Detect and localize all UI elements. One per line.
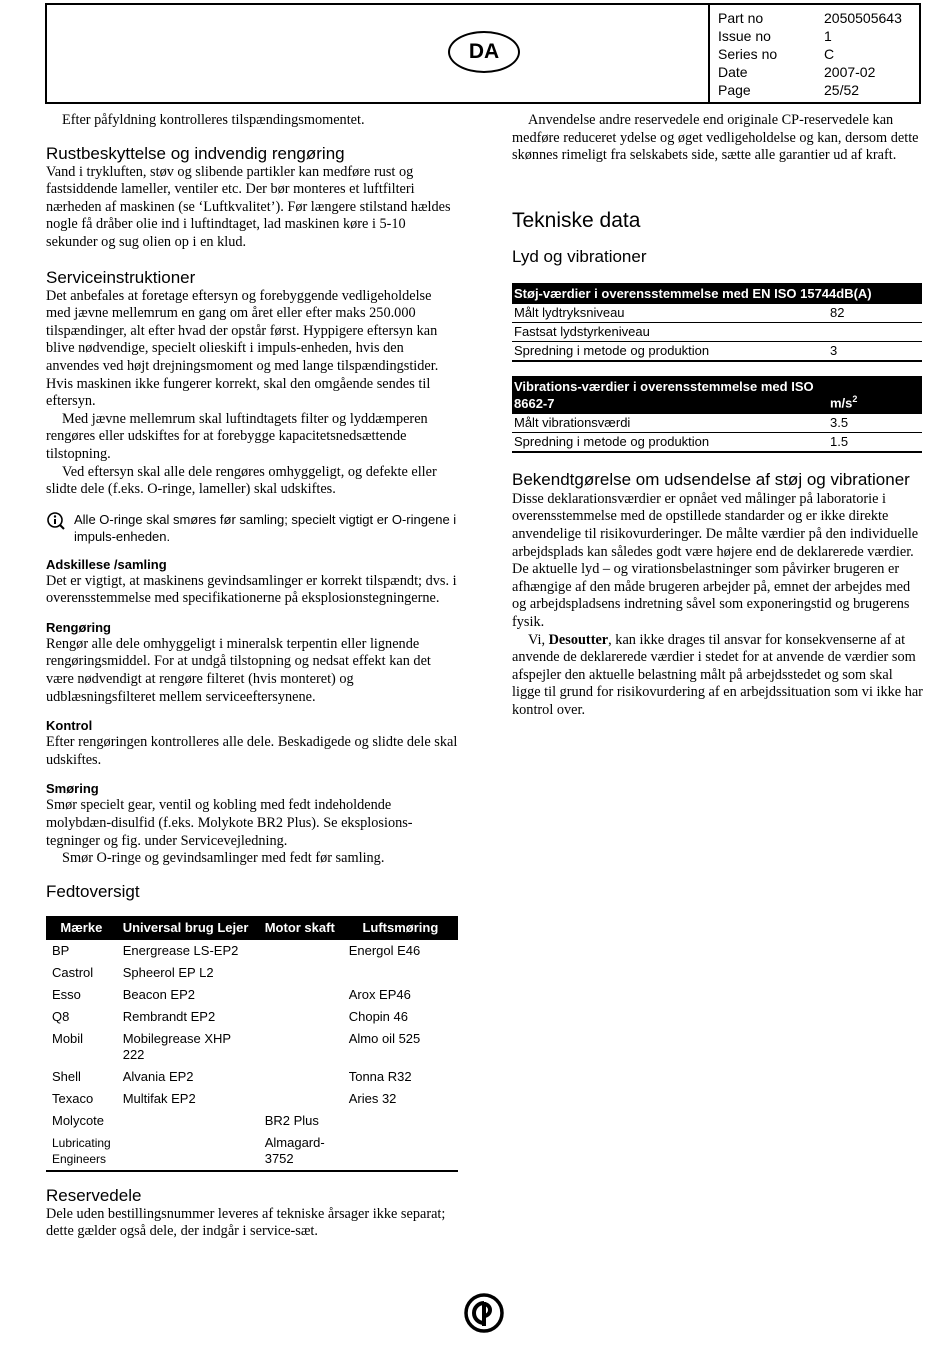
- meta-label: Date: [718, 64, 748, 80]
- language-badge: DA: [448, 31, 520, 73]
- table-cell: Almo oil 525: [348, 1030, 421, 1046]
- table-cell: BR2 Plus: [264, 1112, 319, 1128]
- table-row: [46, 1006, 458, 1028]
- table-cell: Spheerol EP L2: [122, 964, 214, 980]
- lubrication-paragraph-2: Smør O-ringe og gevindsamlinger med fedt før samling.: [62, 850, 385, 867]
- table-cell: [343, 962, 458, 984]
- table-row: [512, 322, 922, 341]
- meta-value: 2050505643: [824, 10, 902, 26]
- column-header: Mærke: [46, 916, 117, 940]
- meta-row: [718, 45, 902, 63]
- intro-paragraph: Efter påfyldning kontrolleres tilspændingsmomentet.: [62, 112, 365, 128]
- meta-row: [718, 27, 902, 45]
- column-header: Luftsmøring: [343, 916, 458, 940]
- column-header: Motor skaft: [259, 916, 343, 940]
- table-cell: Texaco: [52, 1090, 94, 1106]
- declaration-heading: Bekendtgørelse om udsendelse af støj og vibrationer: [512, 469, 910, 489]
- grease-header-row: [46, 916, 458, 940]
- row-value: [828, 322, 922, 341]
- table-cell: [343, 1132, 458, 1171]
- table-row: [46, 962, 458, 984]
- table-row: [46, 1088, 458, 1110]
- table-cell: Lubricating Engineers: [46, 1132, 117, 1171]
- meta-row: [718, 63, 902, 81]
- noise-header-unit: dB(A): [836, 285, 872, 301]
- header-divider: [708, 5, 710, 102]
- unit-exponent: 2: [852, 394, 858, 405]
- control-paragraph: Efter rengøringen kontrolleres alle dele. Beskadigede og slidte dele skal udskiftes.: [46, 734, 458, 768]
- table-cell: Tonna R32: [348, 1068, 412, 1084]
- meta-label: Part no: [718, 10, 764, 26]
- table-cell: Alvania EP2: [122, 1068, 194, 1084]
- meta-value: C: [824, 46, 835, 62]
- rust-heading: Rustbeskyttelse og indvendig rengøring: [46, 143, 345, 163]
- meta-value: 2007-02: [824, 64, 876, 80]
- row-label: Spredning i metode og produktion: [512, 432, 828, 452]
- sound-vibration-heading: Lyd og vibrationer: [512, 246, 647, 266]
- table-cell: [117, 1132, 259, 1171]
- lubrication-paragraph-1: Smør specielt gear, ventil og kobling med fedt indeholdende molybdæn-disulfid (f.eks. Molykote BR2 Plus). Se eksplosions-tegninger og fig. under Servicevejledning.: [46, 797, 413, 849]
- noise-header-label: Støj-værdier i overensstemmelse med EN ISO 15744: [514, 285, 837, 301]
- table-cell: Multifak EP2: [122, 1090, 196, 1106]
- meta-value: 25/52: [824, 82, 860, 98]
- page-header: [45, 3, 921, 104]
- row-value: 3: [828, 341, 922, 361]
- tech-data-heading: Tekniske data: [512, 208, 641, 232]
- noise-table: [512, 283, 922, 362]
- table-cell: Almagard-3752: [259, 1132, 343, 1171]
- table-cell: Aries 32: [348, 1090, 397, 1106]
- table-cell: [259, 1006, 343, 1028]
- table-cell: Esso: [52, 986, 81, 1002]
- table-cell: Q8: [52, 1008, 70, 1024]
- lubrication-note: [46, 511, 458, 545]
- meta-value: 1: [824, 28, 832, 44]
- table-row: [46, 940, 458, 962]
- table-cell: Rembrandt EP2: [122, 1008, 216, 1024]
- declaration-paragraph-2: [512, 632, 923, 720]
- vibration-header-unit: [828, 376, 922, 414]
- left-column: [46, 112, 458, 1241]
- table-cell: [259, 1088, 343, 1110]
- table-row: [46, 1110, 458, 1132]
- info-icon: [46, 511, 74, 545]
- unit-text: m/s: [830, 395, 853, 411]
- grease-heading: Fedtoversigt: [46, 881, 140, 901]
- table-cell: Mobil: [52, 1030, 84, 1046]
- note-text: Alle O-ringe skal smøres før samling; specielt vigtigt er O-ringene i impuls-enheden.: [74, 511, 457, 544]
- row-value: 1.5: [828, 432, 922, 452]
- disassembly-heading: Adskillese /samling: [46, 556, 167, 572]
- declaration-text: , kan ikke drages til ansvar for konsekvenserne af at anvende de deklarerede værdier i stedet for at anvende de værdier som afspejler den aktuelle belastning målt på arbejdsstedet og som skal ligge til grund for risikovurdering af en arbejdssituation som vi ikke har kontrol over.: [512, 631, 923, 718]
- grease-table: [46, 916, 458, 1172]
- noise-header: [512, 283, 922, 304]
- table-cell: Energol E46: [348, 942, 421, 958]
- table-cell: Mobilegrease XHP 222: [122, 1030, 231, 1062]
- row-label: Målt vibrationsværdi: [512, 414, 828, 433]
- table-cell: [259, 962, 343, 984]
- declaration-paragraph-1: Disse deklarationsværdier er opnået ved målinger på laboratorie i overensstemmelse med de opstillede standarder og er ikke direkte anvendelige til risikovurderinger. De målte værdier på den individuelle arbejdsplads kan således godt være højere end de deklarerede værdier. De aktuelle lyd – og virationsbelastninger som påvirker brugeren er afhængige af den måde brugeren arbejder på, emnet der arbejdes med og arbejdspladsens indretning såvel som exponeringstid og brugerens fysik.: [512, 490, 919, 630]
- table-row: [512, 432, 922, 452]
- table-cell: Beacon EP2: [122, 986, 195, 1002]
- table-cell: Molycote: [52, 1112, 105, 1128]
- document-meta: [718, 9, 902, 99]
- table-cell: [117, 1110, 259, 1132]
- table-row: [46, 984, 458, 1006]
- company-name: Desoutter: [548, 631, 609, 648]
- meta-label: Issue no: [718, 28, 771, 44]
- warranty-paragraph: Anvendelse andre reservedele end originale CP-reservedele kan medføre reduceret ydelse og øget vedligeholdelse og kan, dersom dette skønnes rimeligt fra selskabets side, sætte alle garantier ud af kraft.: [512, 112, 919, 164]
- service-heading: Serviceinstruktioner: [46, 267, 196, 287]
- table-row: [46, 1028, 458, 1066]
- table-cell: [259, 1066, 343, 1088]
- row-value: 3.5: [828, 414, 922, 433]
- disassembly-paragraph: Det er vigtigt, at maskinens gevindsamlinger er korrekt tilspændt; dvs. i overensstemmelse med specifikationerne på eksplosionstegningerne.: [46, 572, 457, 607]
- table-cell: Shell: [52, 1068, 81, 1084]
- declaration-text: Vi,: [528, 631, 549, 648]
- service-paragraph-2: Med jævne mellemrum skal luftindtagets filter og lyddæmperen rengøres eller udskiftes for at forebygge kapacitetsnedsættende tilstopning.: [46, 410, 428, 462]
- vibration-table-body: [512, 414, 922, 452]
- row-label: Målt lydtryksniveau: [512, 304, 828, 323]
- noise-header-row: [512, 283, 922, 304]
- meta-row: [718, 81, 902, 99]
- table-cell: Castrol: [52, 964, 94, 980]
- row-value: 82: [828, 304, 922, 323]
- cleaning-heading: Rengøring: [46, 619, 111, 635]
- service-paragraph-3: Ved eftersyn skal alle dele rengøres omhyggeligt, og defekte eller slidte dele (f.eks. O-ringe, lameller) skal udskiftes.: [46, 463, 437, 498]
- cp-logo-icon: [464, 1293, 504, 1333]
- meta-label: Series no: [718, 46, 778, 62]
- control-heading: Kontrol: [46, 718, 93, 734]
- table-cell: [259, 1028, 343, 1066]
- spare-parts-paragraph: Dele uden bestillingsnummer leveres af tekniske årsager ikke separat; dette gælder også dele, der indgår i service-sæt.: [46, 1205, 446, 1240]
- vibration-header-row: [512, 376, 922, 414]
- table-row: [512, 341, 922, 361]
- service-paragraph-1: Det anbefales at foretage eftersyn og forebyggende vedligeholdelse med jævne mellemrum en gang om året eller efter maks 250.000 tilspændinger, alt efter hvad der opstår først. Hyppigere eftersyn kan blive nødvendige, specielt olieskift i impuls-enheden, hvis den anvendes ved højt drejningsmoment og med lange tilspændingstider. Hvis maskinen ikke fungerer korrekt, skal den omgående sendes til eftersyn.: [46, 287, 439, 410]
- meta-row: [718, 9, 902, 27]
- table-cell: Arox EP46: [348, 986, 411, 1002]
- noise-table-body: [512, 304, 922, 361]
- table-cell: BP: [52, 942, 70, 958]
- row-label: Fastsat lydstyrkeniveau: [512, 322, 828, 341]
- grease-table-body: [46, 940, 458, 1171]
- column-header: Universal brug Lejer: [117, 916, 259, 940]
- vibration-header-label: Vibrations-værdier i overensstemmelse med ISO 8662-7: [512, 376, 828, 414]
- table-row: [512, 304, 922, 323]
- table-row: [46, 1066, 458, 1088]
- table-cell: Chopin 46: [348, 1008, 408, 1024]
- table-row: [512, 414, 922, 433]
- lubrication-heading: Smøring: [46, 781, 99, 797]
- meta-label: Page: [718, 82, 751, 98]
- right-column: [512, 112, 923, 720]
- row-label: Spredning i metode og produktion: [512, 341, 828, 361]
- cleaning-paragraph: Rengør alle dele omhyggeligt i mineralsk terpentin eller lignende rengøringsmiddel. For at undgå tilstopning og nedsat effekt kan det være nødvendigt at rengøre filteret (hvis monteret) og udblæsningsfilteret mellem serviceeftersynene.: [46, 635, 431, 705]
- table-cell: Energrease LS-EP2: [122, 942, 239, 958]
- table-cell: [259, 984, 343, 1006]
- vibration-table: [512, 376, 922, 453]
- table-row: [46, 1132, 458, 1171]
- spare-parts-heading: Reservedele: [46, 1185, 142, 1205]
- table-cell: [259, 940, 343, 962]
- rust-paragraph: Vand i trykluften, støv og slibende partikler kan medføre rust og fastsiddende lameller, ventiler etc. Der bør monteres et luftfilteri nærheden af maskinen (se ‘Luftkvalitet’). Før længere stilstand hældes nogle få dråber olie ind i luftindtaget, lad maskinen køre i 5-10 sekunder og sug olien op i en klud.: [46, 163, 451, 250]
- table-cell: [343, 1110, 458, 1132]
